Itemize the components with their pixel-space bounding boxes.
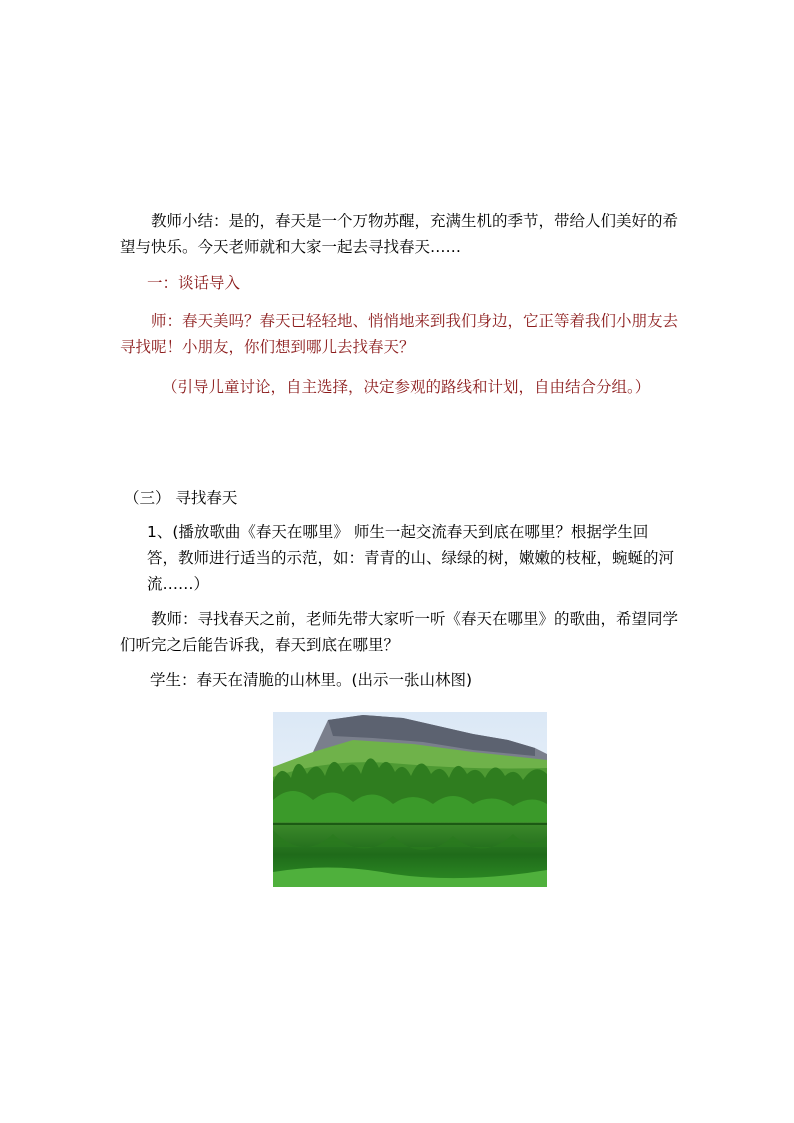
mountain-forest-photo (273, 712, 547, 887)
paragraph-teacher-song: 教师：寻找春天之前，老师先带大家听一听《春天在哪里》的歌曲，希望同学们听完之后能告诉我，春天到底在哪里？ (120, 610, 679, 654)
paragraph-student-answer: 学生：春天在清脆的山林里。(出示一张山林图) (150, 671, 473, 689)
paragraph-teacher-question: 师：春天美吗？春天已轻轻地、悄悄地来到我们身边，它正等着我们小朋友去寻找呢！小朋友，你们想到哪儿去找春天？ (120, 312, 679, 356)
paragraph-song-activity: 1、(播放歌曲《春天在哪里》 师生一起交流春天到底在哪里？根据学生回答，教师进行适当的示范，如：青青的山、绿绿的树，嫩嫩的枝桠，蜿蜒的河流……） (147, 523, 675, 593)
paragraph-teacher-summary: 教师小结：是的，春天是一个万物苏醒，充满生机的季节，带给人们美好的希望与快乐。今天老师就和大家一起去寻找春天…… (120, 212, 679, 256)
paragraph-guidance: （引导儿童讨论，自主选择，决定参观的路线和计划，自由结合分组。） (162, 378, 651, 396)
heading-introduction: 一：谈话导入 (147, 274, 241, 292)
heading-find-spring: （三） 寻找春天 (124, 489, 238, 507)
